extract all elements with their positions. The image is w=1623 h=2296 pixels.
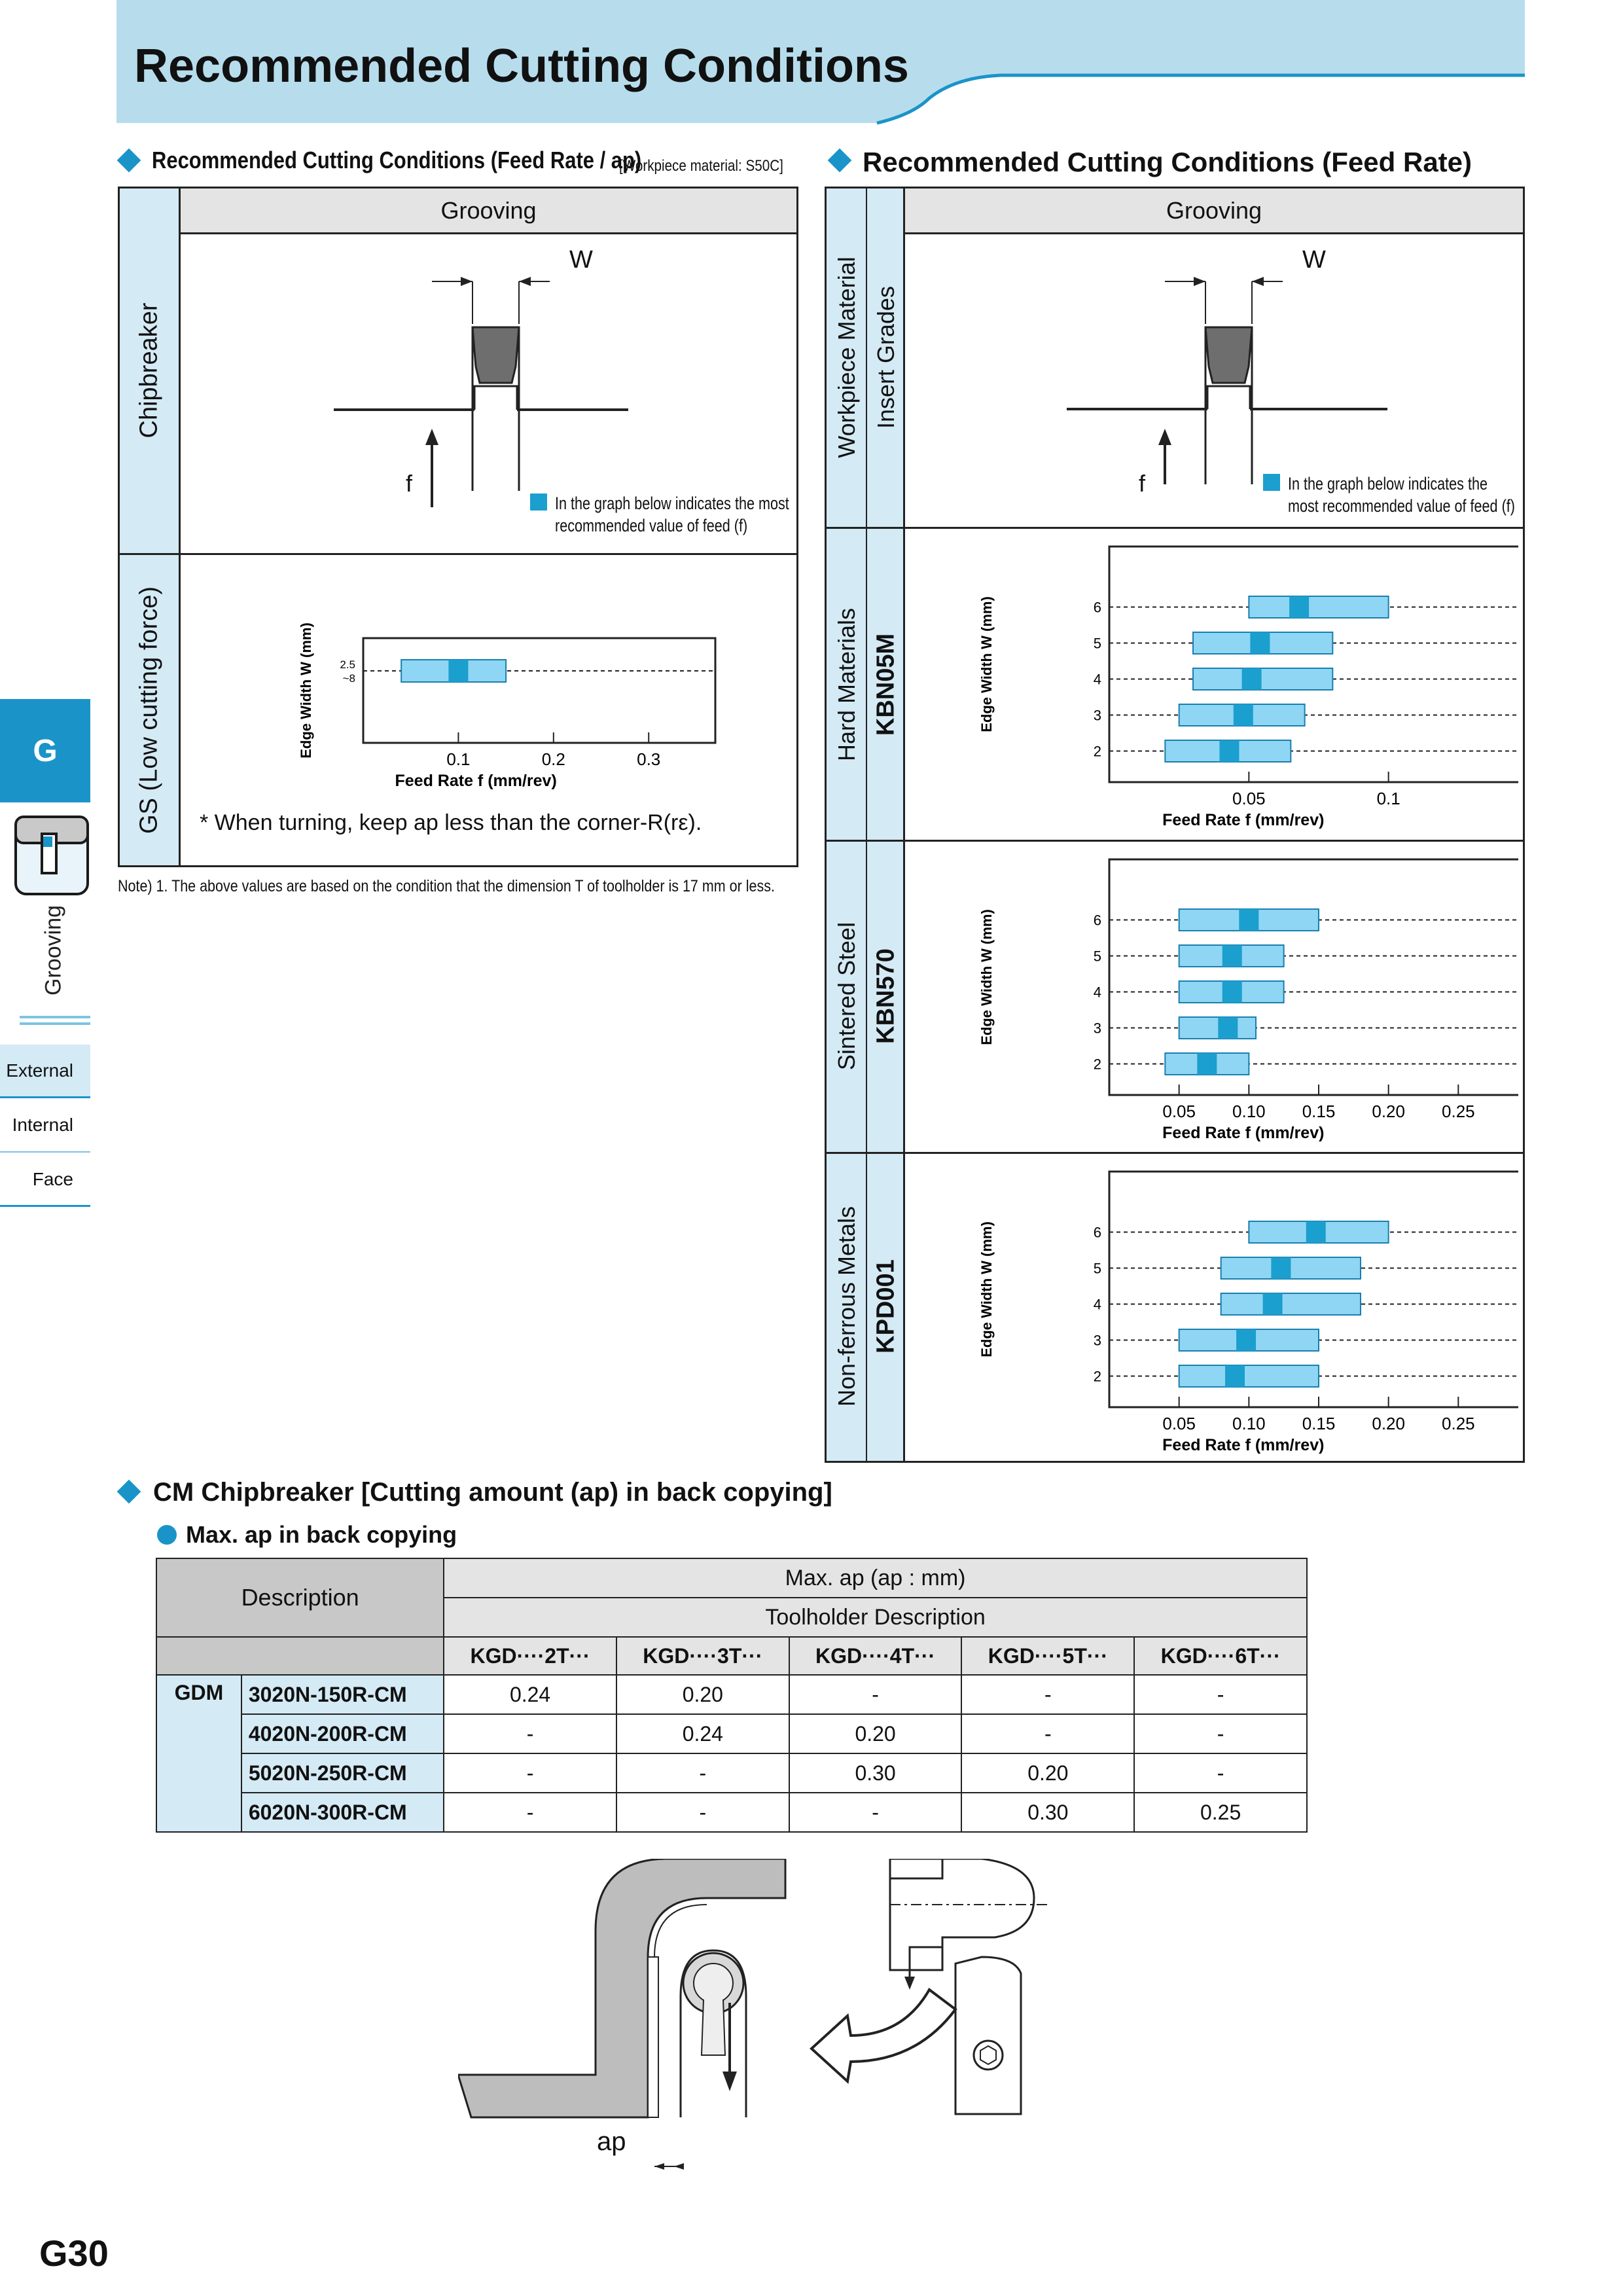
table-cell: 0.25 [1134,1793,1307,1832]
width-label-w: W [1302,246,1326,274]
recommended-mark [1263,1293,1283,1315]
diamond-bullet-icon [828,149,852,173]
side-tab-item-external[interactable]: External [0,1045,90,1098]
row-description: 5020N-250R-CM [241,1753,444,1793]
table-cell: - [444,1714,616,1753]
y-tick-label: 5 [1093,1260,1101,1277]
y-axis-label: Edge Width W (mm) [978,909,995,1045]
side-tab-item-internal[interactable]: Internal [0,1099,90,1153]
legend-text: In the graph below indicates the most recommended value of feed (f) [1288,474,1515,516]
right-row-divider [827,527,1523,529]
feed-chart-kbn05m [975,533,1518,834]
page-number: G30 [39,2233,109,2274]
recommended-mark [1306,1221,1326,1243]
table-cell: - [961,1675,1134,1714]
x-tick-label: 0.1 [446,749,471,769]
y-tick-label: 6 [1093,1224,1101,1241]
table-cell: 0.24 [616,1714,789,1753]
recommended-mark [1234,704,1253,726]
max-ap-table [156,1558,1308,1833]
right-row-divider [827,840,1523,842]
recommended-mark [1225,1365,1245,1387]
y-axis-label: Edge Width W (mm) [978,596,995,732]
left-row-divider [120,553,796,555]
grooving-tool-icon [13,814,92,899]
table-row [156,1793,1307,1832]
table-cell: 0.20 [961,1753,1134,1793]
side-tab-category: Grooving [41,905,66,996]
y-tick-label [340,658,355,685]
side-divider [20,1016,90,1018]
legend-text: In the graph below indicates the most recommended value of feed (f) [555,493,789,535]
grade-kpd001: KPD001 [872,1259,900,1354]
column-header: KGD····5T··· [961,1637,1134,1675]
y-tick-label: 4 [1093,671,1101,688]
feed-label-f: f [1139,470,1146,497]
x-tick-label: 0.05 [1162,1414,1196,1433]
left-section-title: Recommended Cutting Conditions (Feed Rate / ap) [152,147,642,173]
header-blank-cell [156,1637,444,1675]
x-tick-label: 0.15 [1302,1102,1336,1121]
row-description: 3020N-150R-CM [241,1675,444,1714]
y-tick-label: 4 [1093,1296,1101,1313]
row-description: 6020N-300R-CM [241,1793,444,1832]
y-tick-label: 2 [1093,1368,1101,1385]
recommended-mark [1250,632,1270,654]
recommended-mark [1222,945,1242,967]
row-label-insert-grades: Insert Grades [872,285,899,429]
recommended-mark [1218,1017,1238,1039]
left-row-label-chipbreaker: Chipbreaker [135,302,163,439]
feed-label-f: f [406,470,413,497]
table-cell: 0.30 [961,1793,1134,1832]
grade-kbn570: KBN570 [872,948,900,1044]
feed-chart-gs [281,576,726,792]
table-cell: - [1134,1753,1307,1793]
grooving-diagram-left [327,242,654,517]
y-tick-label: 3 [1093,1020,1101,1037]
group-label-gdm: GDM [156,1675,241,1832]
toolholder-header: Toolholder Description [444,1598,1307,1637]
table-header-row [156,1637,1307,1675]
footnote: Note) 1. The above values are based on the condition that the dimension T of toolholder is 17 mm or less. [118,877,775,895]
x-tick-label: 0.10 [1232,1102,1266,1121]
y-tick-label: 6 [1093,599,1101,616]
back-copying-illustration [458,1859,1145,2186]
cm-section-title: CM Chipbreaker [Cutting amount (ap) in back copying] [153,1478,832,1507]
table-cell: 0.20 [789,1714,962,1753]
x-tick-label: 0.05 [1162,1102,1196,1121]
table-cell: 0.24 [444,1675,616,1714]
recommended-mark [1219,740,1239,762]
x-axis-label: Feed Rate f (mm/rev) [1162,811,1325,829]
cm-subtitle: Max. ap in back copying [186,1521,457,1548]
ap-label: ap [597,2127,626,2156]
feed-chart-kpd001 [975,1158,1518,1460]
x-axis-label: Feed Rate f (mm/rev) [395,772,557,790]
y-tick-label: 2 [1093,1056,1101,1073]
material-non-ferrous-metals: Non-ferrous Metals [833,1206,860,1407]
x-tick-label: 0.05 [1232,789,1266,808]
max-ap-header: Max. ap (ap : mm) [444,1558,1307,1598]
y-axis-label: Edge Width W (mm) [978,1221,995,1357]
y-tick-label: 3 [1093,1332,1101,1349]
recommended-mark [1222,981,1242,1003]
right-section-title: Recommended Cutting Conditions (Feed Rate) [863,147,1472,177]
column-header: KGD····2T··· [444,1637,616,1675]
side-divider [20,1022,90,1025]
range-bar [1193,668,1332,690]
y-tick-label-part: 2.5 [340,658,355,671]
y-tick-label: 5 [1093,635,1101,652]
y-tick-label: 5 [1093,948,1101,965]
recommended-mark [448,660,468,682]
y-tick-label-part: ~8 [342,672,355,685]
column-header: KGD····3T··· [616,1637,789,1675]
table-cell: - [1134,1714,1307,1753]
table-cell: - [616,1753,789,1793]
feed-chart-kbn570 [975,846,1518,1147]
x-tick-label: 0.3 [637,749,661,769]
description-header: Description [156,1558,444,1637]
x-tick-label: 0.25 [1442,1102,1475,1121]
table-row [156,1675,1307,1714]
diamond-bullet-icon [117,149,141,173]
y-tick-label: 6 [1093,912,1101,929]
x-axis-label: Feed Rate f (mm/rev) [1162,1124,1325,1142]
table-cell: - [789,1675,962,1714]
x-tick-label: 0.15 [1302,1414,1336,1433]
legend-swatch-icon [530,493,547,511]
recommended-mark [1289,596,1309,618]
table-cell: - [444,1753,616,1793]
range-bar [1221,1293,1361,1315]
left-col-header: Grooving [181,188,796,234]
diamond-bullet-icon [117,1480,141,1504]
row-label-workpiece-material: Workpiece Material [833,257,860,458]
x-tick-label: 0.1 [1376,789,1400,808]
page-title: Recommended Cutting Conditions [134,40,909,92]
recommended-mark [1271,1257,1291,1279]
x-tick-label: 0.20 [1372,1102,1405,1121]
y-axis-label: Edge Width W (mm) [298,622,314,759]
y-tick-label: 2 [1093,743,1101,760]
row-description: 4020N-200R-CM [241,1714,444,1753]
recommended-mark [1236,1329,1256,1351]
range-bar [1179,1017,1256,1039]
table-cell: - [616,1793,789,1832]
recommended-mark [1242,668,1262,690]
y-tick-label: 3 [1093,707,1101,724]
side-tab-letter: G [0,699,90,802]
grooving-diagram-right [1060,223,1387,497]
table-row [156,1714,1307,1753]
table-cell: 0.30 [789,1753,962,1793]
x-tick-label: 0.25 [1442,1414,1475,1433]
y-tick-label: 4 [1093,984,1101,1001]
table-cell: 0.20 [616,1675,789,1714]
range-bar [1249,596,1388,618]
material-note: [Workpiece material: S50C] [619,157,783,175]
x-axis-label: Feed Rate f (mm/rev) [1162,1436,1325,1454]
side-tab-item-face[interactable]: Face [0,1153,90,1207]
column-header: KGD····4T··· [789,1637,962,1675]
turning-note: * When turning, keep ap less than the corner-R(rε). [200,810,702,835]
right-col-header: Grooving [905,188,1523,234]
legend-swatch-icon [1263,474,1280,491]
material-sintered-steel: Sintered Steel [833,922,860,1071]
x-tick-label: 0.20 [1372,1414,1405,1433]
recommended-mark [1239,909,1258,931]
right-row-divider [827,1152,1523,1154]
column-header: KGD····6T··· [1134,1637,1307,1675]
left-row-label-gs: GS (Low cutting force) [135,586,163,834]
width-label-w: W [569,246,593,274]
x-tick-label: 0.10 [1232,1414,1266,1433]
right-label-split [866,188,867,1461]
x-tick-label: 0.2 [541,749,565,769]
plot-frame [363,638,715,743]
material-hard-materials: Hard Materials [833,607,860,762]
table-cell: - [1134,1675,1307,1714]
table-cell: - [789,1793,962,1832]
range-bar [1179,1365,1319,1387]
table-cell: - [961,1714,1134,1753]
table-cell: - [444,1793,616,1832]
circle-bullet-icon [157,1525,177,1545]
table-row [156,1753,1307,1793]
recommended-mark [1197,1053,1217,1075]
grade-kbn05m: KBN05M [872,633,900,736]
